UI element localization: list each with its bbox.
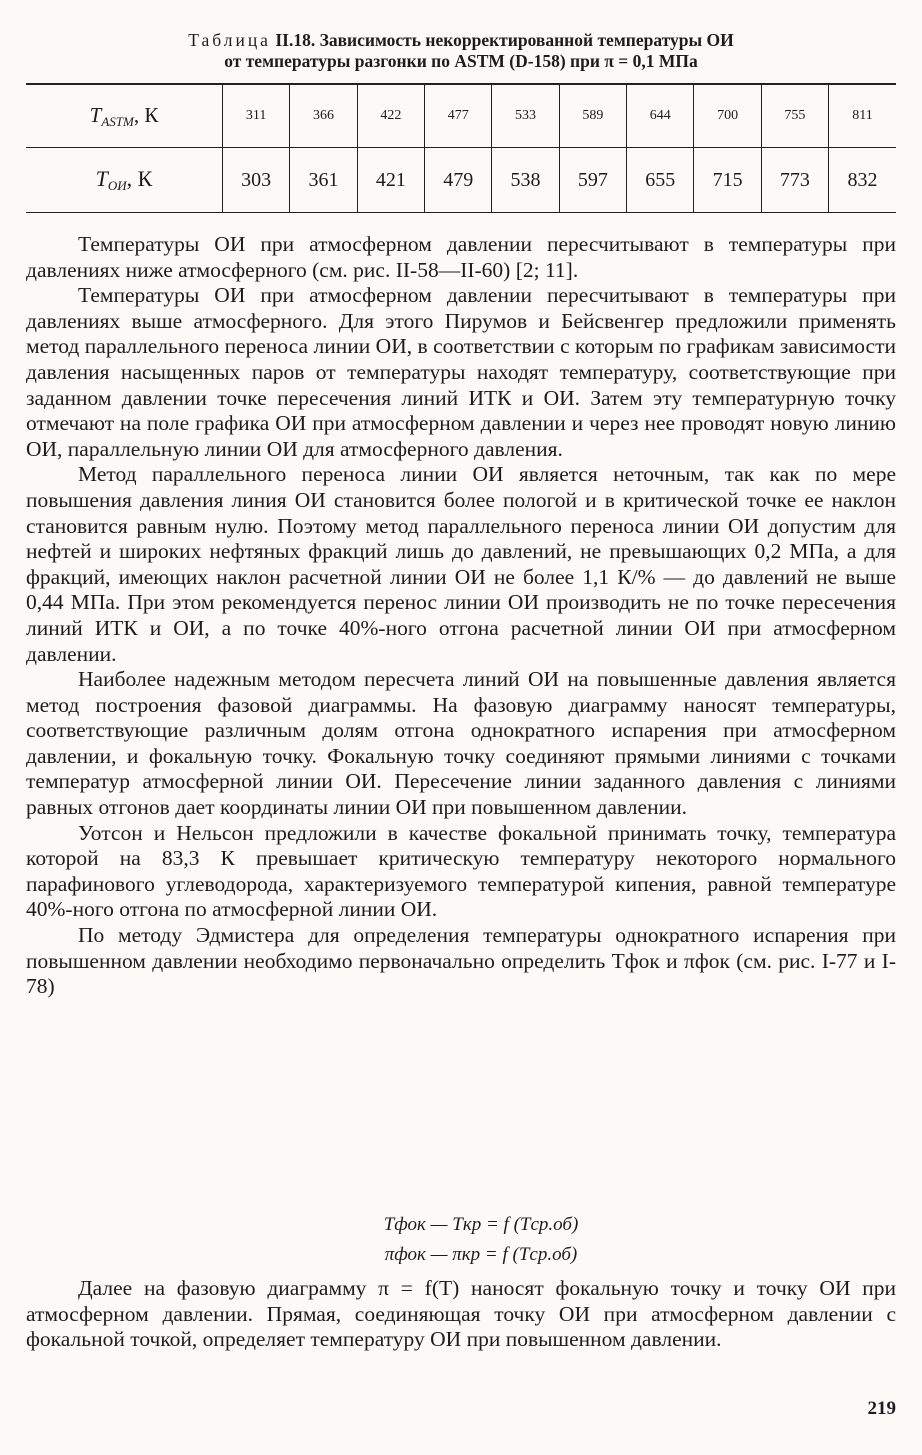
- table-cell: 655: [627, 148, 694, 213]
- paragraph: Метод параллельного переноса линии ОИ является неточным, так как по мере повышения давления линия ОИ становится более пологой и в критической точке ее наклон становится равным нулю. Поэтому метод параллельного переноса линии ОИ допустим для нефтей и широких нефтяных фракций лишь до давлений, не превышающих 0,2 МПа, а для фракций, имеющих наклон расчетной линии ОИ не более 1,1 К/% — до давлений не выше 0,44 МПа. При этом рекомендуется перенос линии ОИ производить не по точке пересечения линий ИТК и ОИ, а по точке 40%-ного отгона расчетной линии ОИ при атмосферном давлении.: [26, 462, 896, 666]
- table-cell: 755: [761, 84, 828, 148]
- caption-label: Таблица: [188, 30, 271, 50]
- paragraph: Температуры ОИ при атмосферном давлении пересчитывают в температуры при давлениях выше атмосферного. Для этого Пирумов и Бейсвенгер предложили применять метод параллельного переноса линии ОИ, в соответствии с которым по графикам зависимости давления насыщенных паров от температуры находят температуру, соответствующие при заданном давлении точке пересечения линий ИТК и ОИ. Затем эту температурную точку отмечают на поле графика ОИ при атмосферном давлении и через нее проводят новую линию ОИ, параллельную линии ОИ для атмосферного давления.: [26, 283, 896, 461]
- table-cell: 366: [290, 84, 357, 148]
- table-cell: 538: [492, 148, 559, 213]
- row-header-oi: TОИ, К: [26, 148, 223, 213]
- table-cell: 832: [829, 148, 896, 213]
- table-cell: 361: [290, 148, 357, 213]
- table-cell: 422: [357, 84, 424, 148]
- table-cell: 811: [829, 84, 896, 148]
- formula-block: [26, 1210, 896, 1270]
- caption-title-1: Зависимость некорректированной температуры ОИ: [319, 30, 734, 50]
- table-cell: 477: [425, 84, 492, 148]
- table-row-astm: [26, 84, 896, 148]
- table-cell: 421: [357, 148, 424, 213]
- table-cell: 311: [223, 84, 290, 148]
- formula: Tфок — Tкр = f (Tср.об): [383, 1214, 579, 1235]
- table-row-oi: [26, 148, 896, 213]
- caption-title-2: от температуры разгонки по ASTM (D-158) при π = 0,1 МПа: [224, 51, 698, 71]
- paragraph: Уотсон и Нельсон предложили в качестве фокальной принимать точку, температура которой на 83,3 К превышает критическую температуру некоторого нормального парафинового углеводорода, характеризуемого температурой кипения, равной температуре 40%-ного отгона по атмосферной линии ОИ.: [26, 820, 896, 922]
- caption-number: II.18.: [275, 30, 316, 50]
- table-cell: 597: [559, 148, 626, 213]
- temperature-table: [26, 83, 896, 213]
- table-cell: 644: [627, 84, 694, 148]
- paragraph: По методу Эдмистера для определения температуры однократного испарения при повышенном давлении необходимо первоначально определить Tфок и πфок (см. рис. I-77 и I-78): [26, 923, 896, 999]
- table-cell: 773: [761, 148, 828, 213]
- table-cell: 479: [425, 148, 492, 213]
- page-number: 219: [867, 1398, 896, 1419]
- body-text-final: [26, 1276, 896, 1353]
- row-header-astm: TASTM, К: [26, 84, 223, 148]
- paragraph: Температуры ОИ при атмосферном давлении пересчитывают в температуры при давлениях ниже атмосферного (см. рис. II-58—II-60) [2; 11].: [26, 232, 896, 282]
- table-cell: 303: [223, 148, 290, 213]
- table-cell: 533: [492, 84, 559, 148]
- formula: πфок — πкр = f (Tср.об): [384, 1244, 578, 1265]
- table-caption: [26, 30, 896, 72]
- paragraph: Далее на фазовую диаграмму π = f(T) наносят фокальную точку и точку ОИ при атмосферном давлении. Прямая, соединяющая точку ОИ при атмосферном давлении с фокальной точкой, определяет температуру ОИ при повышенном давлении.: [26, 1276, 896, 1352]
- paragraph: Наиболее надежным методом пересчета линий ОИ на повышенные давления является метод построения фазовой диаграммы. На фазовую диаграмму наносят температуры, соответствующие различным долям отгона однократного испарения при атмосферном давлении, и фокальную точку. Фокальную точку соединяют прямыми линиями с точками температур атмосферной линии ОИ. Пересечение линии заданного давления с линиями равных отгонов дает координаты линии ОИ при повышенном давлении.: [26, 667, 896, 820]
- table-cell: 700: [694, 84, 761, 148]
- body-text: [26, 232, 896, 1000]
- caption-line-1: [26, 30, 896, 51]
- table-cell: 715: [694, 148, 761, 213]
- table-cell: 589: [559, 84, 626, 148]
